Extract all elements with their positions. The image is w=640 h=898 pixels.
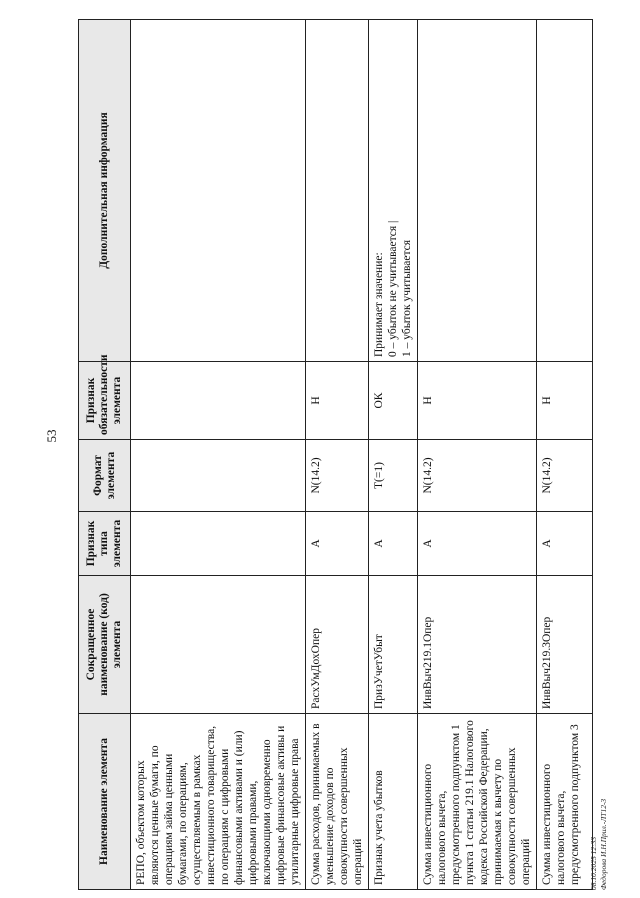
cell-type: А	[537, 512, 593, 576]
cell-info	[131, 20, 306, 362]
page-number: 53	[44, 429, 59, 443]
cell-type: А	[306, 512, 369, 576]
cell-required: Н	[418, 362, 537, 440]
cell-name: Сумма расходов, принимаемых в уменьшение доходов по совокупности совершенных операций	[306, 714, 369, 890]
cell-code: ИнвВыч219.3Опер	[537, 576, 593, 714]
cell-code: ИнвВыч219.1Опер	[418, 576, 537, 714]
cell-name: Признак учета убытков	[369, 714, 418, 890]
cell-info: Принимает значение: 0 – убыток не учитывается | 1 – убыток учитывается	[369, 20, 418, 362]
cell-required: ОК	[369, 362, 418, 440]
cell-type	[131, 512, 306, 576]
cell-info	[306, 20, 369, 362]
cell-name: Сумма инвестиционного налогового вычета, предусмотренного подпунктом 3	[537, 714, 593, 890]
elements-table	[78, 19, 593, 890]
cell-name: Сумма инвестиционного налогового вычета, предусмотренного подпунктом 1 пункта 1 статьи 219.1 Налогового кодекса Российской Федерации, принимаемая к вычету по совокупности совершенных операций	[418, 714, 537, 890]
print-stamp	[589, 600, 613, 890]
table-row	[537, 20, 593, 890]
cell-code: РасхУмДохОпер	[306, 576, 369, 714]
header-type: Признак типа элемента	[79, 512, 131, 576]
cell-required	[131, 362, 306, 440]
header-info: Дополнительная информация	[79, 20, 131, 362]
cell-info	[537, 20, 593, 362]
cell-format: T(=1)	[369, 440, 418, 512]
cell-format: N(14.2)	[537, 440, 593, 512]
header-required: Признак обязательности элемента	[79, 362, 131, 440]
table-header-row	[79, 20, 131, 890]
cell-required: Н	[306, 362, 369, 440]
header-format: Формат элемента	[79, 440, 131, 512]
cell-info	[418, 20, 537, 362]
header-code: Сокращенное наименование (код) элемента	[79, 576, 131, 714]
stamp-line-1: 08.10.2025 12:33	[589, 836, 598, 890]
cell-type: А	[369, 512, 418, 576]
table-row	[306, 20, 369, 890]
table-row	[418, 20, 537, 890]
stamp-line-2: Федорова И.Н.Прил.-ЛТ12-3	[599, 798, 608, 890]
cell-code	[131, 576, 306, 714]
cell-required: Н	[537, 362, 593, 440]
rotated-table-wrapper	[78, 20, 581, 890]
cell-format	[131, 440, 306, 512]
cell-name: РЕПО, объектом которых являются ценные бумаги, по операциям займа ценными бумагами, по операциям, осуществляемым в рамках инвестиционного товарищества, по операциям с цифровыми финансовыми активами и (или) цифровыми правами, включающими одновременно цифровые финансовые активы и утилитарные цифровые права	[131, 714, 306, 890]
cell-code: ПризУчетУбыт	[369, 576, 418, 714]
cell-format: N(14.2)	[306, 440, 369, 512]
table-row	[369, 20, 418, 890]
cell-format: N(14.2)	[418, 440, 537, 512]
scanned-table-area	[78, 20, 581, 890]
table-row	[131, 20, 306, 890]
header-name: Наименование элемента	[79, 714, 131, 890]
cell-type: А	[418, 512, 537, 576]
